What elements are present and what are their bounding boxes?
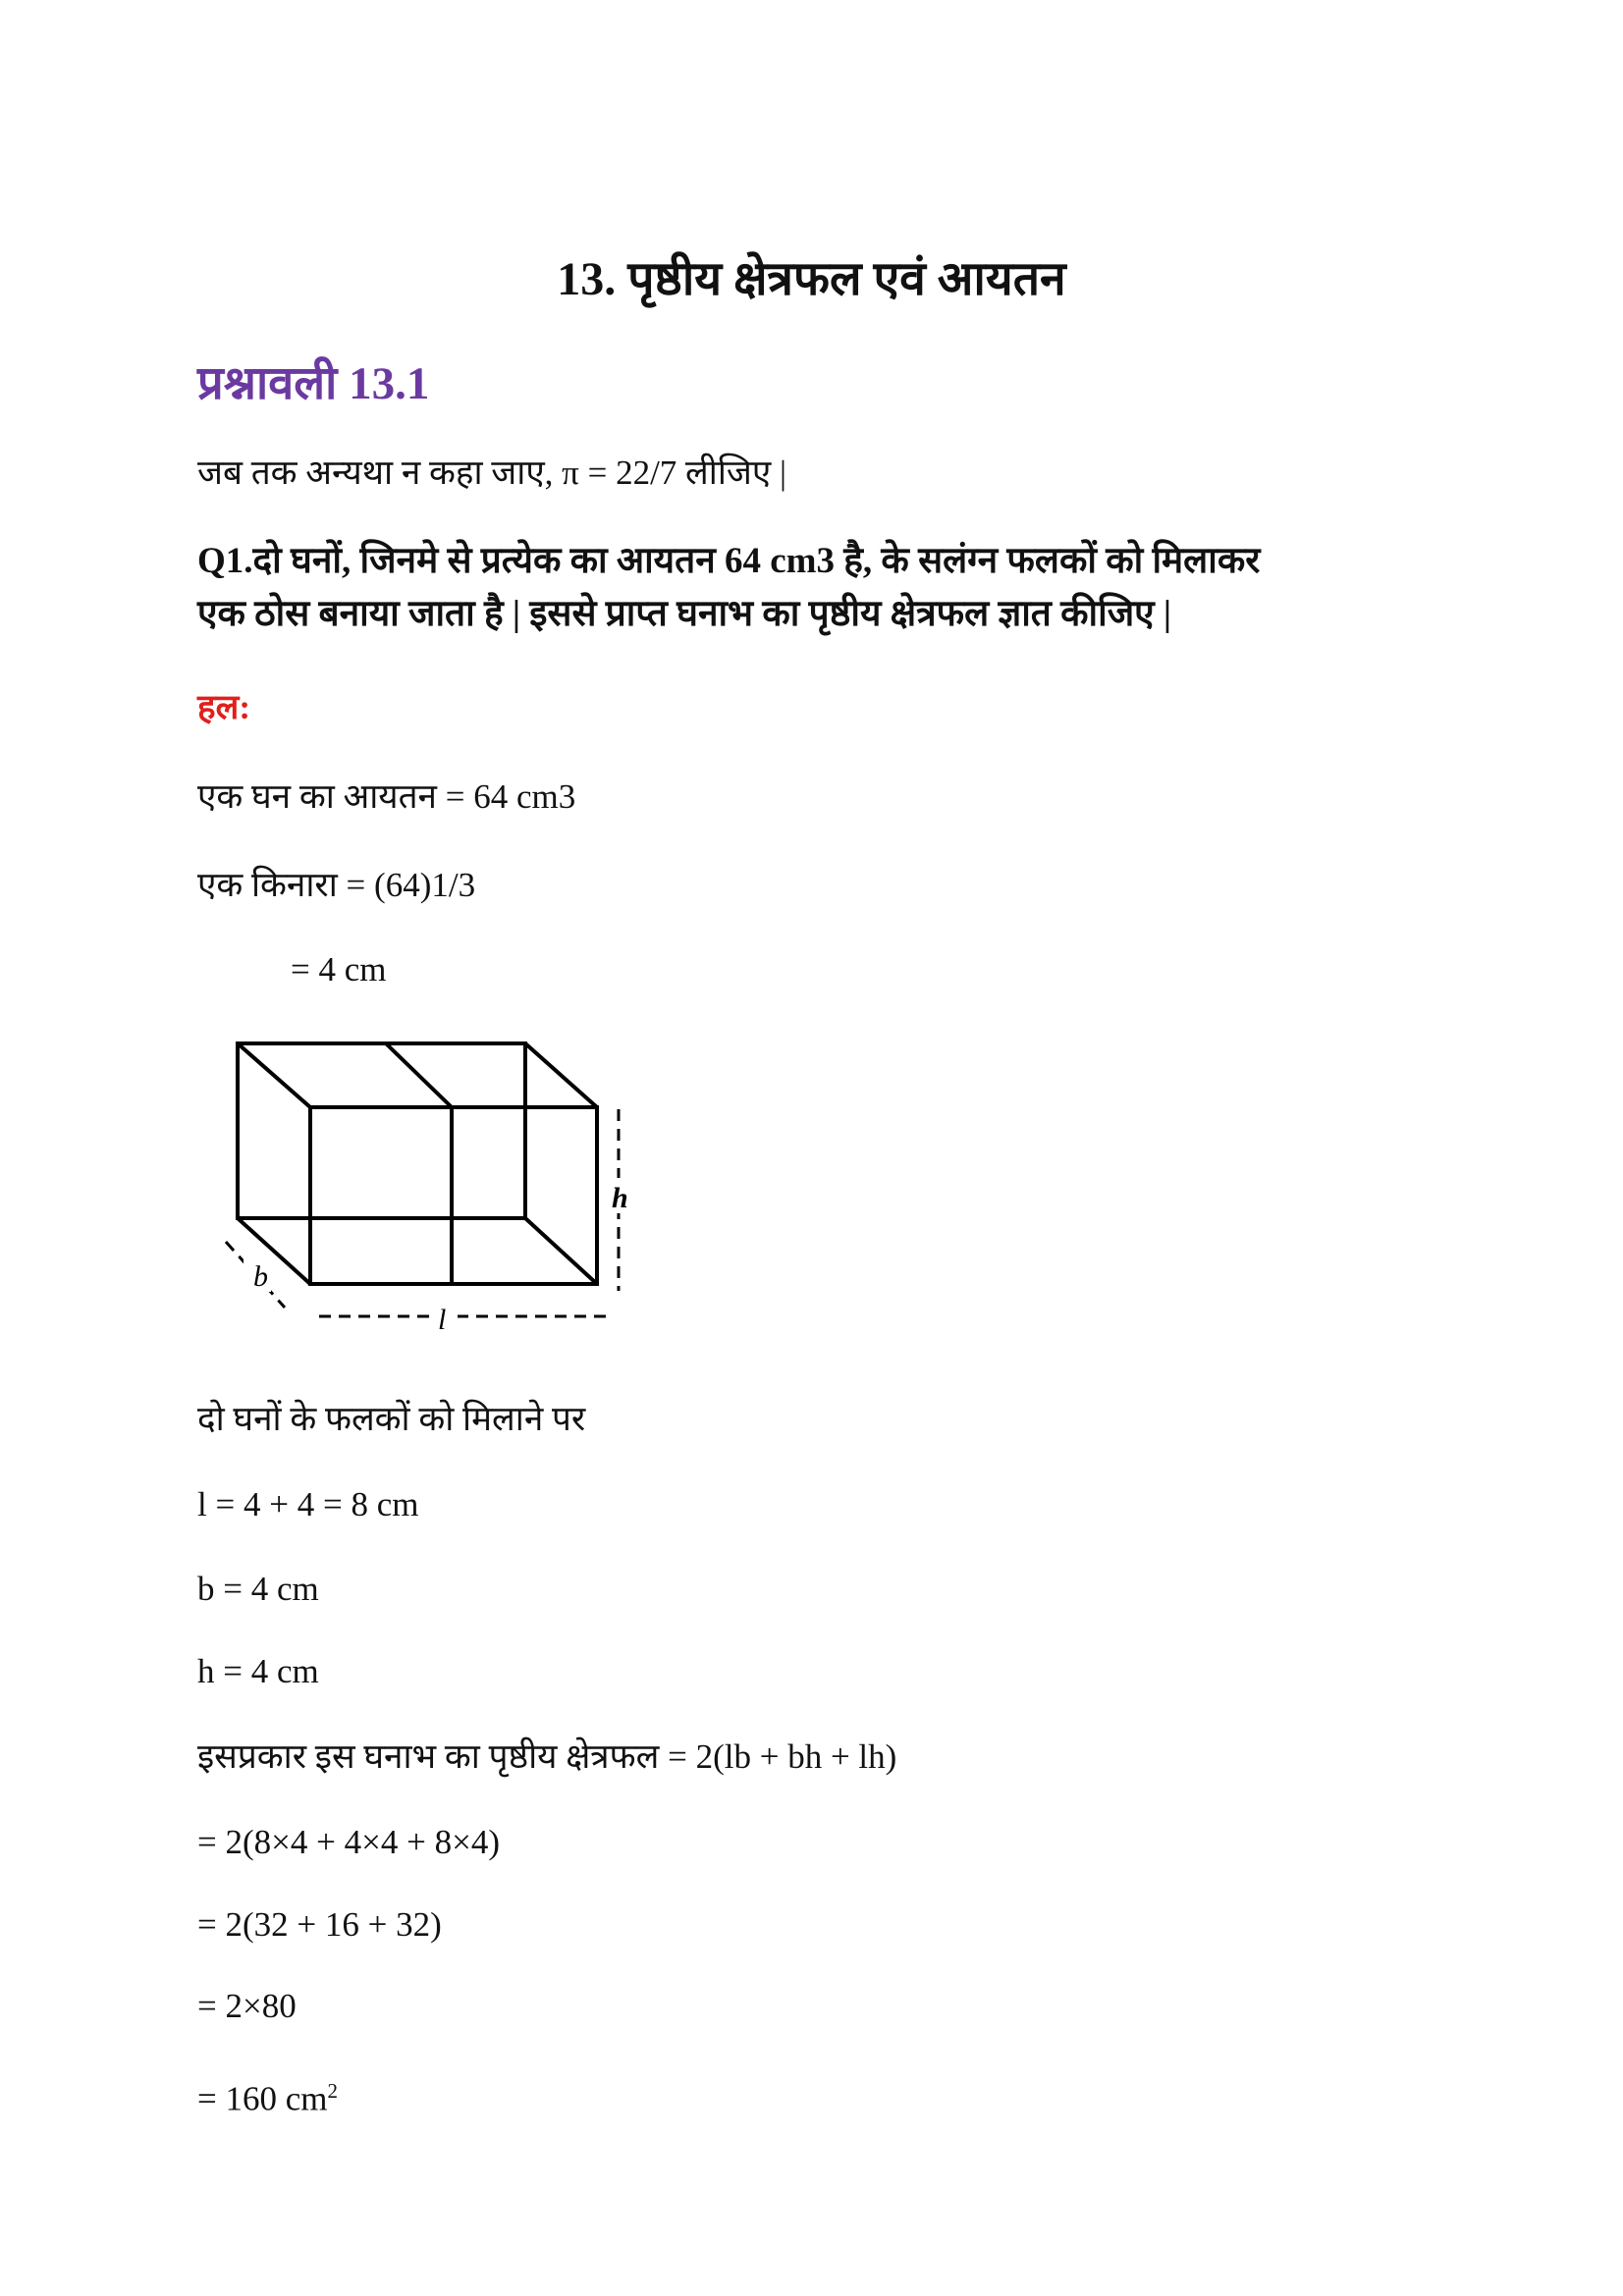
step-edge: एक किनारा = (64)1/3: [197, 866, 476, 904]
final-answer-unit-power: 2: [327, 2079, 338, 2103]
instruction-text: जब तक अन्यथा न कहा जाए, π = 22/7 लीजिए |: [197, 454, 787, 492]
label-l: l: [438, 1304, 447, 1336]
label-h: h: [612, 1182, 628, 1214]
chapter-title: 13. पृष्ठीय क्षेत्रफल एवं आयतन: [557, 253, 1066, 305]
back-face: [238, 1043, 525, 1218]
step-height: h = 4 cm: [197, 1652, 319, 1690]
final-answer-value: = 160 cm: [197, 2079, 328, 2118]
question-line-1: Q1.दो घनों, जिनमे से प्रत्येक का आयतन 64 cm3 है, के सलंग्न फलकों को मिलाकर: [197, 541, 1261, 581]
step-volume: एक घन का आयतन = 64 cm3: [197, 777, 576, 816]
exercise-heading: प्रश्नावली 13.1: [197, 358, 430, 409]
cube-join-diagonal: [386, 1043, 452, 1107]
final-answer: [197, 2069, 338, 2121]
label-b: b: [253, 1260, 268, 1293]
cuboid-figure: [177, 1001, 766, 1345]
step-substitute: = 2(8×4 + 4×4 + 8×4): [197, 1823, 500, 1861]
step-join: दो घनों के फलकों को मिलाने पर: [197, 1400, 586, 1438]
step-length: l = 4 + 4 = 8 cm: [197, 1485, 419, 1523]
step-formula: इसप्रकार इस घनाभ का पृष्ठीय क्षेत्रफल = 2(lb + bh + lh): [197, 1737, 897, 1776]
step-edge-value: = 4 cm: [291, 950, 387, 988]
step-breadth: b = 4 cm: [197, 1570, 319, 1608]
cuboid-edges: [238, 1043, 597, 1284]
solution-label: हल:: [197, 688, 250, 726]
step-multiply: = 2(32 + 16 + 32): [197, 1905, 442, 1944]
step-sum: = 2×80: [197, 1987, 297, 2025]
question-line-2: एक ठोस बनाया जाता है | इससे प्राप्त घनाभ का पृष्ठीय क्षेत्रफल ज्ञात कीजिए |: [197, 594, 1172, 634]
